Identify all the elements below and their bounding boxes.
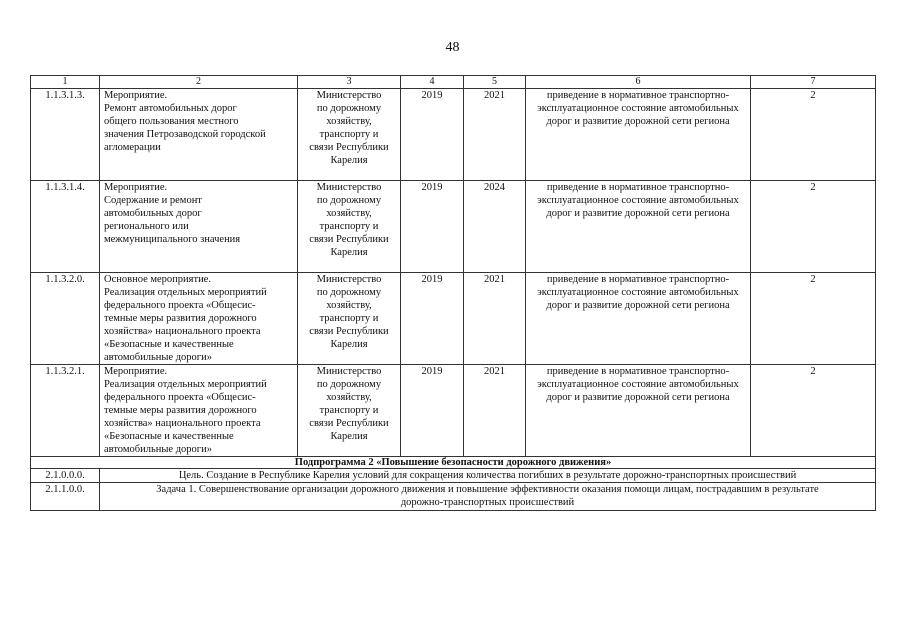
table-row (31, 365, 876, 457)
measure-name-line: автомобильные дороги» (104, 352, 212, 363)
measure-name-cell (100, 365, 298, 457)
start-year: 2019 (401, 89, 464, 181)
end-year: 2024 (464, 181, 526, 273)
executor-line: Карелия (330, 431, 368, 442)
executor-line: хозяйству, (326, 392, 372, 403)
executor-cell (298, 365, 401, 457)
measure-name-line: значения Петрозаводской городской (104, 129, 266, 140)
executor-line: связи Республики (309, 418, 389, 429)
subprogram-title: Подпрограмма 2 «Повышение безопасности дорожного движения» (31, 457, 876, 469)
row-code: 1.1.3.2.0. (31, 273, 100, 365)
expected-result-cell (526, 89, 751, 181)
start-year: 2019 (401, 365, 464, 457)
indicator-value: 2 (751, 89, 876, 181)
executor-line: по дорожному (316, 379, 382, 390)
expected-result-line: эксплуатационное состояние автомобильных (537, 103, 739, 114)
measure-name-line: федерального проекта «Общесис- (104, 392, 256, 403)
expected-result-cell (526, 181, 751, 273)
measure-name-cell (100, 89, 298, 181)
executor-line: транспорту и (319, 129, 379, 140)
executor-line: связи Республики (309, 234, 389, 245)
goal-text: Цель. Создание в Республике Карелия условий для сокращения количества погибших в результате дорожно-транспортных происшествий (100, 469, 876, 483)
expected-result-line: дорог и развитие дорожной сети региона (546, 300, 730, 311)
measure-name-line: Реализация отдельных мероприятий (104, 287, 267, 298)
measure-name-line: автомобильных дорог (104, 208, 202, 219)
executor-line: связи Республики (309, 326, 389, 337)
expected-result-line: дорог и развитие дорожной сети региона (546, 208, 730, 219)
table-row (31, 181, 876, 273)
executor-line: по дорожному (316, 195, 382, 206)
task-text-line: дорожно-транспортных происшествий (400, 497, 575, 508)
executor-line: Министерство (316, 366, 382, 377)
row-code: 1.1.3.1.4. (31, 181, 100, 273)
executor-line: связи Республики (309, 142, 389, 153)
measure-name-line: Содержание и ремонт (104, 195, 202, 206)
expected-result-line: эксплуатационное состояние автомобильных (537, 379, 739, 390)
measure-name-line: Ремонт автомобильных дорог (104, 103, 237, 114)
measure-name-line: Реализация отдельных мероприятий (104, 379, 267, 390)
page-number: 48 (445, 40, 460, 55)
measure-name-line: темные меры развития дорожного (104, 313, 257, 324)
start-year: 2019 (401, 273, 464, 365)
row-code: 1.1.3.1.3. (31, 89, 100, 181)
subprogram-row (31, 457, 876, 469)
end-year: 2021 (464, 365, 526, 457)
task-text-line: Задача 1. Совершенствование организации дорожного движения и повышение эффективности оказания помощи лицам, пострадавшим в результате (156, 484, 819, 495)
measure-name-line: Мероприятие. (104, 182, 168, 193)
column-number-row (31, 76, 876, 89)
executor-cell (298, 89, 401, 181)
measure-name-line: «Безопасные и качественные (104, 339, 234, 350)
executor-line: хозяйству, (326, 208, 372, 219)
expected-result-line: эксплуатационное состояние автомобильных (537, 195, 739, 206)
executor-line: Министерство (316, 90, 382, 101)
expected-result-line: приведение в нормативное транспортно- (546, 182, 730, 193)
measure-name-line: федерального проекта «Общесис- (104, 300, 256, 311)
column-number: 3 (298, 76, 401, 89)
column-number: 5 (464, 76, 526, 89)
measure-name-line: Основное мероприятие. (104, 274, 211, 285)
indicator-value: 2 (751, 365, 876, 457)
executor-line: хозяйству, (326, 116, 372, 127)
table-row (31, 273, 876, 365)
measure-name-cell (100, 181, 298, 273)
executor-cell (298, 273, 401, 365)
measure-name-line: хозяйства» национального проекта (104, 326, 261, 337)
expected-result-cell (526, 365, 751, 457)
executor-line: Министерство (316, 182, 382, 193)
measure-name-line: агломерации (104, 142, 161, 153)
executor-line: транспорту и (319, 313, 379, 324)
column-number: 4 (401, 76, 464, 89)
task-code: 2.1.1.0.0. (31, 483, 100, 511)
indicator-value: 2 (751, 273, 876, 365)
expected-result-line: дорог и развитие дорожной сети региона (546, 116, 730, 127)
measure-name-line: общего пользования местного (104, 116, 239, 127)
executor-line: Карелия (330, 247, 368, 258)
column-number: 6 (526, 76, 751, 89)
executor-line: по дорожному (316, 103, 382, 114)
executor-line: транспорту и (319, 405, 379, 416)
table-row (31, 89, 876, 181)
measure-name-cell (100, 273, 298, 365)
expected-result-line: приведение в нормативное транспортно- (546, 274, 730, 285)
measure-name-line: Мероприятие. (104, 366, 168, 377)
expected-result-line: дорог и развитие дорожной сети региона (546, 392, 730, 403)
expected-result-line: приведение в нормативное транспортно- (546, 366, 730, 377)
expected-result-line: эксплуатационное состояние автомобильных (537, 287, 739, 298)
measure-name-line: темные меры развития дорожного (104, 405, 257, 416)
measures-table (30, 75, 876, 511)
end-year: 2021 (464, 273, 526, 365)
expected-result-cell (526, 273, 751, 365)
indicator-value: 2 (751, 181, 876, 273)
start-year: 2019 (401, 181, 464, 273)
measure-name-line: «Безопасные и качественные (104, 431, 234, 442)
measure-name-line: регионального или (104, 221, 189, 232)
expected-result-line: приведение в нормативное транспортно- (546, 90, 730, 101)
task-row (31, 483, 876, 511)
executor-line: Карелия (330, 339, 368, 350)
measure-name-line: Мероприятие. (104, 90, 168, 101)
column-number: 1 (31, 76, 100, 89)
executor-line: Министерство (316, 274, 382, 285)
executor-line: по дорожному (316, 287, 382, 298)
measure-name-line: автомобильные дороги» (104, 444, 212, 455)
goal-row (31, 469, 876, 483)
end-year: 2021 (464, 89, 526, 181)
row-code: 1.1.3.2.1. (31, 365, 100, 457)
measure-name-line: межмуниципального значения (104, 234, 241, 245)
executor-cell (298, 181, 401, 273)
executor-line: Карелия (330, 155, 368, 166)
task-text (100, 483, 876, 511)
measure-name-line: хозяйства» национального проекта (104, 418, 261, 429)
executor-line: транспорту и (319, 221, 379, 232)
goal-code: 2.1.0.0.0. (31, 469, 100, 483)
column-number: 7 (751, 76, 876, 89)
column-number: 2 (100, 76, 298, 89)
executor-line: хозяйству, (326, 300, 372, 311)
table-body (31, 76, 876, 511)
